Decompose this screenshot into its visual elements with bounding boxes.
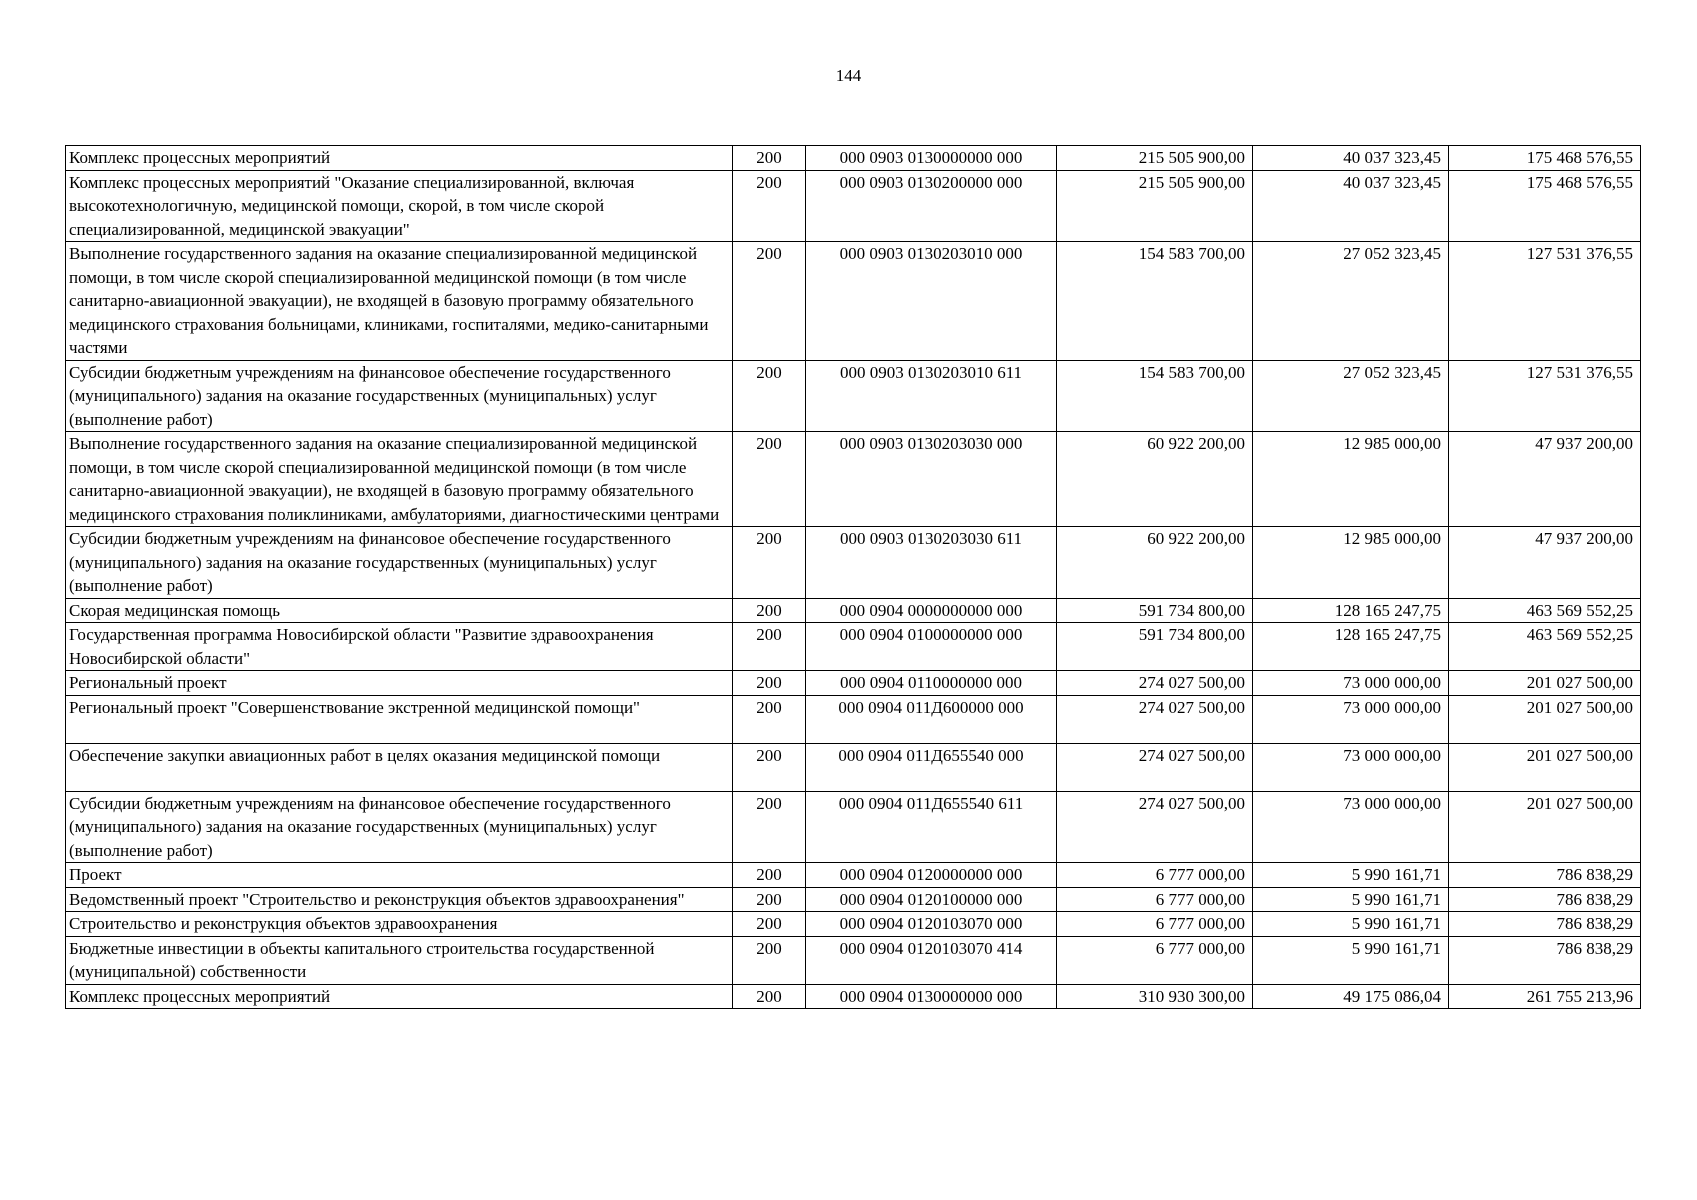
cell-executed-amount: 5 990 161,71: [1253, 936, 1449, 984]
table-row: [66, 984, 1641, 1009]
cell-approved-amount: 60 922 200,00: [1057, 432, 1253, 527]
cell-remaining-amount: 175 468 576,55: [1449, 146, 1641, 171]
cell-approved-amount: 6 777 000,00: [1057, 912, 1253, 937]
cell-approved-amount: 310 930 300,00: [1057, 984, 1253, 1009]
cell-remaining-amount: 201 027 500,00: [1449, 695, 1641, 743]
cell-budget-class-code: 000 0903 0130200000 000: [806, 170, 1057, 242]
cell-approved-amount: 274 027 500,00: [1057, 671, 1253, 696]
table-row: [66, 623, 1641, 671]
budget-table-body: [66, 146, 1641, 1009]
cell-budget-class-code: 000 0904 0120103070 414: [806, 936, 1057, 984]
cell-name: Субсидии бюджетным учреждениям на финансовое обеспечение государственного (муниципального) задания на оказание государственных (муниципальных) услуг (выполнение работ): [66, 527, 733, 599]
cell-name: Комплекс процессных мероприятий: [66, 146, 733, 171]
cell-executed-amount: 12 985 000,00: [1253, 527, 1449, 599]
cell-remaining-amount: 201 027 500,00: [1449, 671, 1641, 696]
cell-admin-code: 200: [733, 432, 806, 527]
cell-approved-amount: 591 734 800,00: [1057, 623, 1253, 671]
cell-executed-amount: 73 000 000,00: [1253, 791, 1449, 863]
cell-budget-class-code: 000 0903 0130203010 611: [806, 360, 1057, 432]
cell-budget-class-code: 000 0904 0120000000 000: [806, 863, 1057, 888]
cell-approved-amount: 6 777 000,00: [1057, 936, 1253, 984]
cell-budget-class-code: 000 0904 0110000000 000: [806, 671, 1057, 696]
cell-admin-code: 200: [733, 984, 806, 1009]
cell-executed-amount: 12 985 000,00: [1253, 432, 1449, 527]
cell-remaining-amount: 201 027 500,00: [1449, 743, 1641, 791]
cell-name: Строительство и реконструкция объектов здравоохранения: [66, 912, 733, 937]
cell-admin-code: 200: [733, 598, 806, 623]
cell-budget-class-code: 000 0904 0000000000 000: [806, 598, 1057, 623]
cell-executed-amount: 73 000 000,00: [1253, 695, 1449, 743]
cell-admin-code: 200: [733, 671, 806, 696]
cell-budget-class-code: 000 0904 011Д655540 611: [806, 791, 1057, 863]
cell-budget-class-code: 000 0904 0100000000 000: [806, 623, 1057, 671]
cell-remaining-amount: 786 838,29: [1449, 887, 1641, 912]
cell-budget-class-code: 000 0904 0120103070 000: [806, 912, 1057, 937]
table-row: [66, 912, 1641, 937]
table-row: [66, 863, 1641, 888]
cell-remaining-amount: 261 755 213,96: [1449, 984, 1641, 1009]
cell-admin-code: 200: [733, 360, 806, 432]
table-row: [66, 791, 1641, 863]
cell-name: Комплекс процессных мероприятий: [66, 984, 733, 1009]
table-row: [66, 146, 1641, 171]
cell-admin-code: 200: [733, 743, 806, 791]
cell-approved-amount: 60 922 200,00: [1057, 527, 1253, 599]
cell-remaining-amount: 175 468 576,55: [1449, 170, 1641, 242]
cell-admin-code: 200: [733, 242, 806, 361]
cell-admin-code: 200: [733, 146, 806, 171]
cell-admin-code: 200: [733, 887, 806, 912]
cell-budget-class-code: 000 0903 0130203010 000: [806, 242, 1057, 361]
cell-admin-code: 200: [733, 863, 806, 888]
cell-name: Региональный проект: [66, 671, 733, 696]
cell-remaining-amount: 786 838,29: [1449, 912, 1641, 937]
cell-executed-amount: 128 165 247,75: [1253, 623, 1449, 671]
cell-admin-code: 200: [733, 527, 806, 599]
table-row: [66, 887, 1641, 912]
cell-budget-class-code: 000 0904 0130000000 000: [806, 984, 1057, 1009]
cell-remaining-amount: 463 569 552,25: [1449, 623, 1641, 671]
table-row: [66, 671, 1641, 696]
cell-approved-amount: 215 505 900,00: [1057, 170, 1253, 242]
cell-name: Комплекс процессных мероприятий "Оказание специализированной, включая высокотехнологичную, медицинской помощи, скорой, в том числе скорой специализированной, медицинской эвакуации": [66, 170, 733, 242]
cell-admin-code: 200: [733, 912, 806, 937]
cell-budget-class-code: 000 0904 011Д600000 000: [806, 695, 1057, 743]
cell-executed-amount: 40 037 323,45: [1253, 146, 1449, 171]
cell-name: Субсидии бюджетным учреждениям на финансовое обеспечение государственного (муниципального) задания на оказание государственных (муниципальных) услуг (выполнение работ): [66, 791, 733, 863]
cell-executed-amount: 128 165 247,75: [1253, 598, 1449, 623]
cell-name: Бюджетные инвестиции в объекты капитального строительства государственной (муниципальной) собственности: [66, 936, 733, 984]
cell-remaining-amount: 47 937 200,00: [1449, 432, 1641, 527]
table-row: [66, 695, 1641, 743]
cell-approved-amount: 215 505 900,00: [1057, 146, 1253, 171]
table-row: [66, 527, 1641, 599]
cell-approved-amount: 6 777 000,00: [1057, 863, 1253, 888]
cell-budget-class-code: 000 0903 0130203030 000: [806, 432, 1057, 527]
cell-admin-code: 200: [733, 791, 806, 863]
cell-executed-amount: 73 000 000,00: [1253, 671, 1449, 696]
cell-admin-code: 200: [733, 695, 806, 743]
cell-remaining-amount: 786 838,29: [1449, 936, 1641, 984]
cell-name: Субсидии бюджетным учреждениям на финансовое обеспечение государственного (муниципального) задания на оказание государственных (муниципальных) услуг (выполнение работ): [66, 360, 733, 432]
cell-approved-amount: 154 583 700,00: [1057, 242, 1253, 361]
table-row: [66, 360, 1641, 432]
cell-budget-class-code: 000 0904 0120100000 000: [806, 887, 1057, 912]
cell-name: Проект: [66, 863, 733, 888]
table-row: [66, 743, 1641, 791]
cell-admin-code: 200: [733, 623, 806, 671]
cell-approved-amount: 274 027 500,00: [1057, 791, 1253, 863]
cell-name: Ведомственный проект "Строительство и реконструкция объектов здравоохранения": [66, 887, 733, 912]
cell-name: Выполнение государственного задания на оказание специализированной медицинской помощи, в том числе скорой специализированной медицинской помощи (в том числе санитарно-авиационной эвакуации), не входящей в базовую программу обязательного медицинского страхования поликлиниками, амбулаториями, диагностическими центрами: [66, 432, 733, 527]
cell-remaining-amount: 463 569 552,25: [1449, 598, 1641, 623]
cell-remaining-amount: 47 937 200,00: [1449, 527, 1641, 599]
page-number: 144: [835, 66, 862, 85]
cell-executed-amount: 5 990 161,71: [1253, 863, 1449, 888]
cell-executed-amount: 73 000 000,00: [1253, 743, 1449, 791]
budget-table: [65, 145, 1641, 1009]
cell-executed-amount: 49 175 086,04: [1253, 984, 1449, 1009]
cell-name: Региональный проект "Совершенствование экстренной медицинской помощи": [66, 695, 733, 743]
cell-remaining-amount: 786 838,29: [1449, 863, 1641, 888]
cell-approved-amount: 154 583 700,00: [1057, 360, 1253, 432]
table-row: [66, 598, 1641, 623]
table-row: [66, 170, 1641, 242]
cell-name: Выполнение государственного задания на оказание специализированной медицинской помощи, в том числе скорой специализированной медицинской помощи (в том числе санитарно-авиационной эвакуации), не входящей в базовую программу обязательного медицинского страхования больницами, клиниками, госпиталями, медико-санитарными частями: [66, 242, 733, 361]
table-row: [66, 432, 1641, 527]
cell-name: Государственная программа Новосибирской области "Развитие здравоохранения Новосибирской области": [66, 623, 733, 671]
cell-approved-amount: 274 027 500,00: [1057, 695, 1253, 743]
table-row: [66, 242, 1641, 361]
cell-executed-amount: 5 990 161,71: [1253, 887, 1449, 912]
cell-remaining-amount: 127 531 376,55: [1449, 360, 1641, 432]
cell-name: Обеспечение закупки авиационных работ в целях оказания медицинской помощи: [66, 743, 733, 791]
cell-admin-code: 200: [733, 936, 806, 984]
cell-remaining-amount: 201 027 500,00: [1449, 791, 1641, 863]
cell-approved-amount: 591 734 800,00: [1057, 598, 1253, 623]
cell-approved-amount: 274 027 500,00: [1057, 743, 1253, 791]
cell-budget-class-code: 000 0903 0130203030 611: [806, 527, 1057, 599]
cell-executed-amount: 5 990 161,71: [1253, 912, 1449, 937]
cell-admin-code: 200: [733, 170, 806, 242]
cell-budget-class-code: 000 0903 0130000000 000: [806, 146, 1057, 171]
cell-executed-amount: 40 037 323,45: [1253, 170, 1449, 242]
cell-approved-amount: 6 777 000,00: [1057, 887, 1253, 912]
cell-executed-amount: 27 052 323,45: [1253, 360, 1449, 432]
cell-budget-class-code: 000 0904 011Д655540 000: [806, 743, 1057, 791]
cell-remaining-amount: 127 531 376,55: [1449, 242, 1641, 361]
cell-executed-amount: 27 052 323,45: [1253, 242, 1449, 361]
table-row: [66, 936, 1641, 984]
cell-name: Скорая медицинская помощь: [66, 598, 733, 623]
